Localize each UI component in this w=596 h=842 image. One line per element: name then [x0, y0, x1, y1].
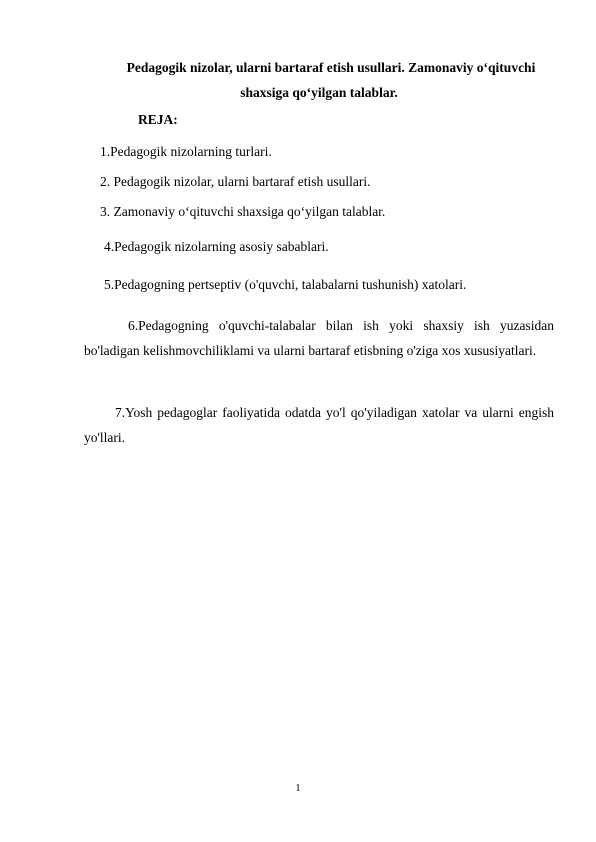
plan-item-5: 5.Pedagogning pertseptiv (o'quvchi, talabalarni tushunish) xatolari. — [104, 277, 467, 292]
plan-item-7 — [84, 400, 554, 450]
plan-item-2: 2. Pedagogik nizolar, ularni bartaraf etish usullari. — [100, 174, 371, 189]
plan-item-6-text: 6.Pedagogning o'quvchi-talabalar bilan ish yoki shaxsiy ish yuzasidan bo'ladigan kelishmovchiliklami va ularni bartaraf etisbning o'ziga xos xususiyatlari. — [84, 318, 554, 358]
plan-item-3: 3. Zamonaviy o‘qituvchi shaxsiga qo‘yilgan talablar. — [100, 204, 386, 219]
plan-heading: REJA: — [138, 112, 178, 127]
plan-item-4: 4.Pedagogik nizolarning asosiy sabablari. — [104, 239, 329, 254]
plan-item-1: 1.Pedagogik nizolarning turlari. — [100, 144, 272, 159]
plan-item-7-text: 7.Yosh pedagoglar faoliyatida odatda yo'l qo'yiladigan xatolar va ularni engish yo'llari. — [84, 405, 554, 445]
plan-item-6 — [84, 313, 554, 363]
document-title: Pedagogik nizolar, ularni bartaraf etish usullari. Zamonaviy o‘qituvchi shaxsiga qo‘yilgan talablar. — [126, 60, 536, 100]
page-number: 1 — [295, 783, 301, 794]
